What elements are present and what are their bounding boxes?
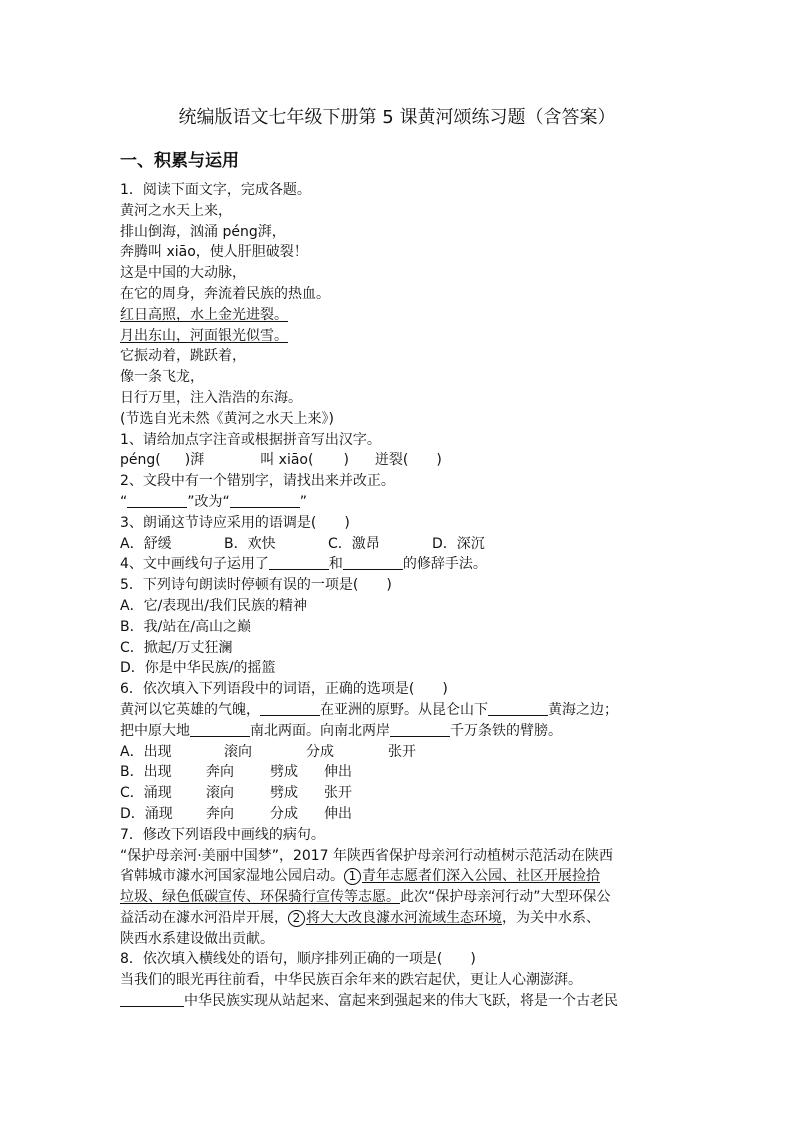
fill-row: 把中原大地 南北两面。向南北两岸 千万条铁的臂膀。 (120, 722, 562, 739)
answer-blank[interactable] (390, 722, 450, 737)
question-stem: 5．下列诗句朗读时停顿有误的一项是( ) (120, 577, 392, 594)
sub-question: 2、文段中有一个错别字，请找出来并改正。 (120, 473, 395, 490)
fill-row: “ ”改为“ ” (120, 493, 308, 510)
underlined-sentence: 垃圾、绿色低碳宣传、环保骑行宣传等志愿。 (120, 889, 400, 906)
question-stem: 1．阅读下面文字，完成各题。 (120, 182, 311, 198)
paragraph-line: 垃圾、绿色低碳宣传、环保骑行宣传等志愿。此次“保护母亲河行动”大型环保公 (120, 889, 611, 906)
paragraph-line: “保护母亲河·美丽中国梦”，2017 年陕西省保护母亲河行动植树示范活动在陕西 (120, 847, 614, 864)
option: D．涌现 奔向 分成 伸出 (120, 805, 352, 822)
question-stem: 7．修改下列语段中画线的病句。 (120, 826, 325, 843)
paragraph-line: 陕西水系建设做出贡献。 (120, 930, 274, 947)
poem-source: (节选自光未然《黄河之水天上来》) (120, 410, 334, 427)
answer-blank[interactable] (269, 555, 329, 570)
underlined-sentence: 青年志愿者们深入公园、社区开展捡拾 (362, 868, 600, 885)
answer-blank[interactable] (190, 722, 250, 737)
option: C．掀起/万丈狂澜 (120, 639, 233, 656)
question-stem: 6．依次填入下列语段中的词语，正确的选项是( ) (120, 681, 448, 698)
paragraph-line: 省韩城市澽水河国家湿地公园启动。 1 青年志愿者们深入公园、社区开展捡拾 (120, 868, 600, 885)
circled-number: 1 (344, 868, 361, 885)
poem-line: 奔腾叫 xiāo，使人肝胆破裂！ (120, 244, 308, 261)
option: B．我/站在/高山之巅 (120, 618, 252, 635)
poem-line: 像一条飞龙， (120, 369, 204, 386)
sub-question: 1、请给加点字注音或根据拼音写出汉字。 (120, 431, 381, 448)
poem-line: 日行万里，注入浩浩的东海。 (120, 389, 302, 406)
answer-blank[interactable] (127, 493, 187, 508)
fill-row: 黄河以它英雄的气魄， 在亚洲的原野。从昆仑山下 黄海之边； (120, 701, 618, 718)
option: B．出现 奔向 劈成 伸出 (120, 764, 352, 781)
paragraph-line: 中华民族实现从站起来、富起来到强起来的伟大飞跃，将是一个古老民 (120, 991, 690, 1012)
poem-line: 这是中国的大动脉， (120, 265, 246, 282)
poem-line: 在它的周身，奔流着民族的热血。 (120, 285, 330, 302)
sub-question: 3、朗诵这节诗应采用的语调是( ) (120, 514, 350, 531)
fill-row: 4、文中画线句子运用了 和 的修辞手法。 (120, 556, 487, 573)
poem-line: 它振动着，跳跃着， (120, 348, 246, 365)
question-stem: 8．依次填入横线处的语句，顺序排列正确的一项是( ) (120, 951, 476, 968)
option: A．出现 滚向 分成 张开 (120, 743, 416, 760)
document-body (120, 180, 690, 1012)
document-title: 统编版语文七年级下册第 5 课黄河颂练习题（含答案） (178, 107, 616, 128)
answer-blank[interactable] (120, 992, 184, 1007)
pinyin-row: péng( )湃 叫 xiāo( ) 迸裂( ) (120, 452, 442, 469)
section-heading: 一、积累与运用 (120, 151, 239, 171)
paragraph-line: 益活动在澽水河沿岸开展， 2 将大大改良澽水河流域生态环境，为关中水系、 (120, 909, 600, 926)
poem-line: 黄河之水天上来， (120, 202, 232, 219)
answer-blank[interactable] (343, 555, 403, 570)
option: A．它/表现出/我们民族的精神 (120, 597, 308, 614)
answer-blank[interactable] (488, 701, 548, 716)
options-row: A．舒缓 B．欢快 C．激昂 D．深沉 (120, 535, 485, 552)
circled-number: 2 (288, 910, 305, 927)
option: D．你是中华民族/的摇篮 (120, 660, 276, 677)
answer-blank[interactable] (230, 493, 300, 508)
option: C．涌现 滚向 劈成 张开 (120, 785, 352, 802)
poem-line: 排山倒海，汹涌 péng湃， (120, 223, 286, 240)
paragraph-line: 当我们的眼光再往前看，中华民族百余年来的跌宕起伏，更让人心潮澎湃。 (120, 972, 582, 989)
underlined-sentence: 红日高照，水上金光进裂。 (120, 306, 288, 323)
underlined-sentence: 月出东山，河面银光似雪。 (120, 327, 288, 344)
answer-blank[interactable] (260, 701, 320, 716)
underlined-sentence: 将大大改良澽水河流域生态环境 (306, 909, 502, 926)
